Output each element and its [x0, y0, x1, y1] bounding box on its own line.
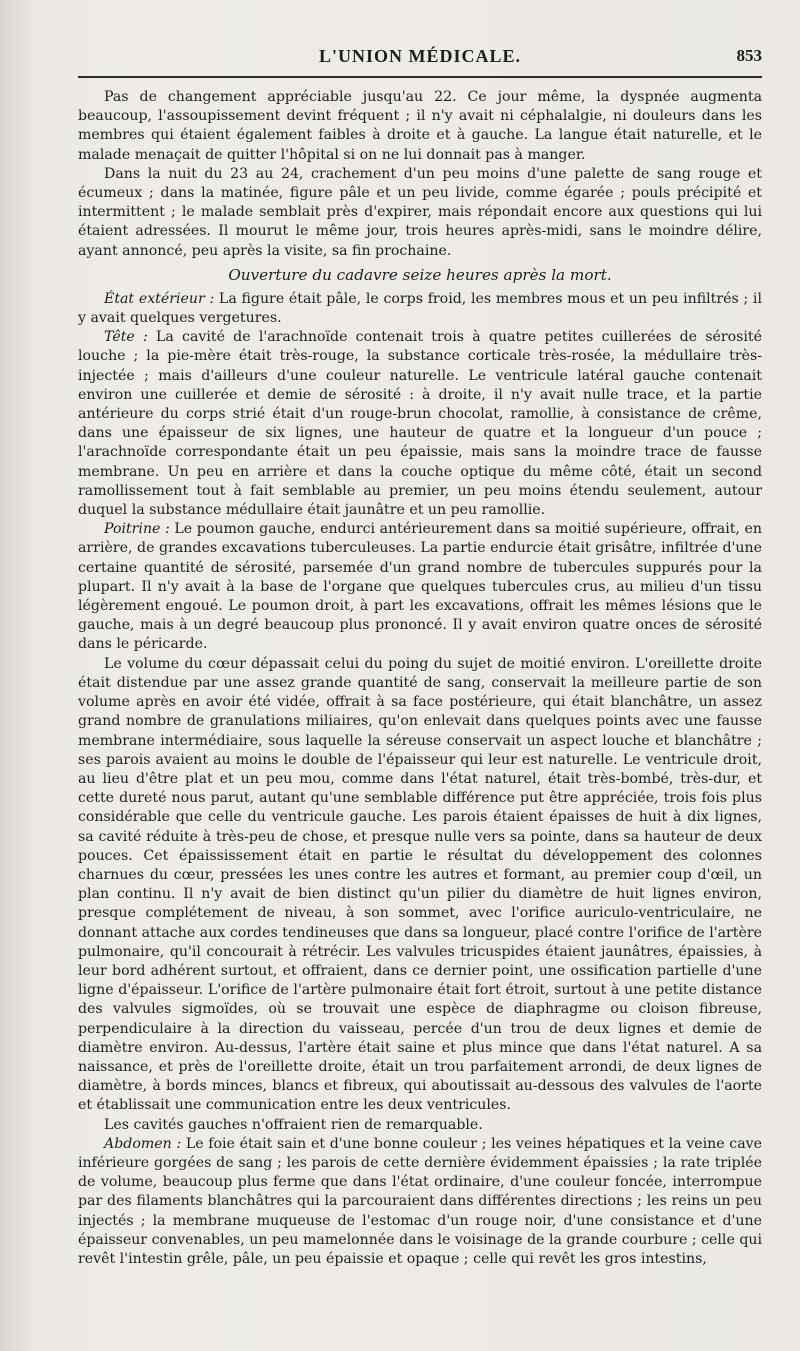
paragraph	[78, 88, 762, 165]
paragraph	[78, 655, 762, 1116]
section-title: Ouverture du cadavre seize heures après la mort.	[228, 265, 612, 284]
paragraph	[78, 328, 762, 520]
paragraph-text: Pas de changement appréciable jusqu'au 22. Ce jour même, la dyspnée augmenta beaucoup, l'assoupissement devint fréquent ; il n'y avait ni céphalalgie, ni douleurs dans les membres qui étaient également faibles à droite et à gauche. La langue était naturelle, et le malade menaçait de quitter l'hôpital si on ne lui donnait pas à manger.	[78, 89, 762, 163]
paragraph	[78, 1116, 762, 1135]
paragraph-text: Les cavités gauches n'offraient rien de remarquable.	[104, 1116, 483, 1133]
paragraph	[78, 290, 762, 328]
paragraph-lead: État extérieur :	[104, 290, 215, 307]
paragraph	[78, 1135, 762, 1269]
page-header	[78, 38, 762, 74]
paragraph-text: Le volume du cœur dépassait celui du poing du sujet de moitié environ. L'oreillette droite était distendue par une assez grande quantité de sang, conservait la meilleure partie de son volume après en avoir été vidée, offrait à sa face postérieure, qui était blanchâtre, un assez grand nombre de granulations miliaires, qu'on enlevait dans quelques points avec une fausse membrane intermédiaire, sous laquelle la séreuse conservait un aspect louche et blanchâtre ; ses parois avaient au moins le double de l'épaisseur qui leur est naturelle. Le ventricule droit, au lieu d'être plat et un peu mou, comme dans l'état naturel, était très-bombé, très-dur, et cette dureté nous parut, autant qu'une semblable différence put être appréciée, trois fois plus considérable que celle du ventricule gauche. Les parois étaient épaisses de huit à dix lignes, sa cavité réduite à très-peu de chose, et presque nulle vers sa pointe, dans sa hauteur de deux pouces. Cet épaississement était en partie le résultat du développement des colonnes charnues du cœur, pressées les unes contre les autres et formant, au premier coup d'œil, un plan continu. Il n'y avait de bien distinct qu'un pilier du diamètre de huit lignes environ, presque complétement de niveau, à son sommet, avec l'orifice auriculo-ventriculaire, ne donnant attache aux cordes tendineuses que dans sa longueur, placé contre l'orifice de l'artère pulmonaire, qu'il concourait à rétrécir. Les valvules tricuspides étaient jaunâtres, épaissies, à leur bord adhérent surtout, et offraient, dans ce dernier point, une ossification partielle d'une ligne d'épaisseur. L'orifice de l'artère pulmonaire était fort étroit, surtout à une petite distance des valvules sigmoïdes, où se trouvait une espèce de diaphragme ou cloison fibreuse, perpendiculaire à la direction du vaisseau, percée d'un trou de deux lignes et demie de diamètre environ. Au-dessus, l'artère était saine et plus mince que dans l'état naturel. A sa naissance, et près de l'oreillette droite, était un trou parfaitement arrondi, de deux lignes de diamètre, à bords minces, blancs et fibreux, qui aboutissait au-dessous des valvules de l'aorte et établissait une communication entre les deux ventricules.	[78, 655, 762, 1114]
page-number: 853	[736, 46, 762, 65]
paragraph-text: La figure était pâle, le corps froid, les membres mous et un peu infiltrés ; il y avait quelques vergetures.	[78, 290, 762, 327]
paragraph-lead: Tête :	[104, 329, 148, 346]
paragraph-text: Le foie était sain et d'une bonne couleur ; les veines hépatiques et la veine cave inférieure gorgées de sang ; les parois de cette dernière évidemment épaissies ; la rate triplée de volume, beaucoup plus ferme que dans l'état ordinaire, d'une couleur foncée, interrompue par des filaments blanchâtres qui la parcouraient dans différentes directions ; les reins un peu injectés ; la membrane muqueuse de l'estomac d'un rouge noir, d'une consistance et d'une épaisseur convenables, un peu mamelonnée dans le voisinage de la grande courbure ; celle qui revêt l'intestin grêle, pâle, un peu épaissie et opaque ; celle qui revêt les gros intestins,	[78, 1135, 763, 1267]
article-body	[78, 88, 762, 1269]
paragraph	[78, 520, 762, 654]
paragraph	[78, 165, 762, 261]
paragraph-text: La cavité de l'arachnoïde contenait trois à quatre petites cuillerées de sérosité louche ; la pie-mère était très-rouge, la substance corticale très-rosée, la médullaire très-injectée ; mais d'ailleurs d'une couleur naturelle. Le ventricule latéral gauche contenait environ une cuillerée et demie de sérosité : à droite, il n'y avait nulle trace, et la partie antérieure du corps strié était d'un rouge-brun chocolat, ramollie, à consistance de crême, dans une épaisseur de six lignes, une hauteur de quatre et la longueur d'un pouce ; l'arachnoïde correspondante était un peu épaissie, mais sans la moindre trace de fausse membrane. Un peu en arrière et dans la couche optique du même côté, était un second ramollissement tout à fait semblable au premier, un peu moins étendu seulement, autour duquel la substance médullaire était jaunâtre et un peu ramollie.	[78, 329, 762, 519]
paragraph-lead: Poitrine :	[104, 521, 170, 538]
paragraph-lead: Abdomen :	[104, 1135, 182, 1152]
running-head: L'UNION MÉDICALE.	[318, 46, 522, 66]
header-rule	[78, 76, 762, 78]
paragraph-text: Le poumon gauche, endurci antérieurement dans sa moitié supérieure, offrait, en arrière, de grandes excavations tuberculeuses. La partie endurcie était grisâtre, infiltrée d'une certaine quantité de sérosité, parsemée d'un grand nombre de tubercules suppurés pour la plupart. Il n'y avait à la base de l'organe que quelques tubercules crus, au milieu d'un tissu légèrement engoué. Le poumon droit, à part les excavations, offrait les mêmes lésions que le gauche, mais à un degré beaucoup plus prononcé. Il y avait environ quatre onces de sérosité dans le péricarde.	[78, 521, 762, 653]
paragraph-text: Dans la nuit du 23 au 24, crachement d'un peu moins d'une palette de sang rouge et écumeux ; dans la matinée, figure pâle et un peu livide, comme égarée ; pouls précipité et intermittent ; le malade semblait près d'expirer, mais répondait encore aux questions qui lui étaient adressées. Il mourut le même jour, trois heures après-midi, sans le moindre délire, ayant annoncé, peu après la visite, sa fin prochaine.	[78, 165, 762, 259]
